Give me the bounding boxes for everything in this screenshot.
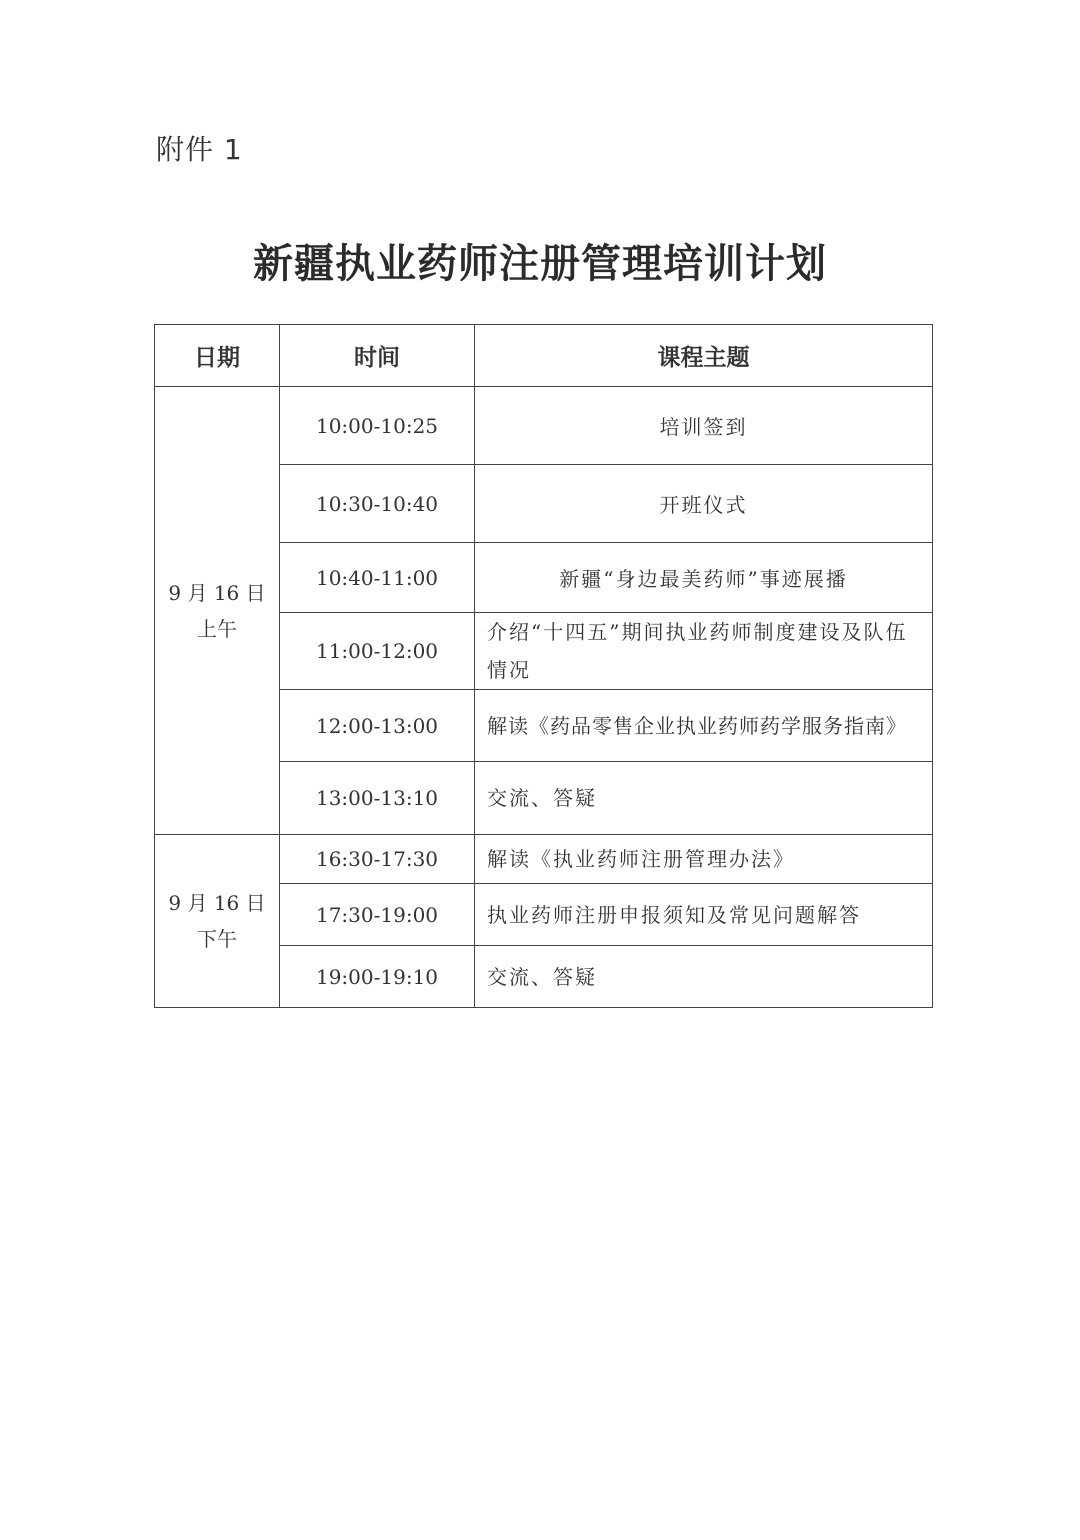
table-row [155, 387, 933, 465]
header-date: 日期 [155, 325, 280, 387]
topic-cell: 介绍“十四五”期间执业药师制度建设及队伍情况 [475, 613, 933, 690]
period-line: 下午 [197, 927, 237, 951]
table-header-row [155, 325, 933, 387]
time-cell: 11:00-12:00 [280, 613, 475, 690]
time-cell: 16:30-17:30 [280, 835, 475, 884]
topic-cell: 交流、答疑 [475, 946, 933, 1008]
time-cell: 17:30-19:00 [280, 884, 475, 946]
document-title: 新疆执业药师注册管理培训计划 [253, 241, 827, 287]
attachment-label: 附件 1 [156, 133, 243, 166]
time-cell: 10:40-11:00 [280, 543, 475, 613]
topic-cell: 开班仪式 [475, 465, 933, 543]
date-cell-afternoon [155, 835, 280, 1008]
topic-cell: 培训签到 [475, 387, 933, 465]
topic-cell: 交流、答疑 [475, 762, 933, 835]
topic-cell: 执业药师注册申报须知及常见问题解答 [475, 884, 933, 946]
date-line: 9 月 16 日 [168, 891, 266, 915]
table-row [155, 835, 933, 884]
time-cell: 19:00-19:10 [280, 946, 475, 1008]
date-cell-morning [155, 387, 280, 835]
time-cell: 12:00-13:00 [280, 690, 475, 762]
training-schedule-table [154, 324, 933, 1008]
period-line: 上午 [197, 616, 237, 641]
time-cell: 10:30-10:40 [280, 465, 475, 543]
topic-cell: 解读《执业药师注册管理办法》 [475, 835, 933, 884]
time-cell: 10:00-10:25 [280, 387, 475, 465]
header-topic: 课程主题 [475, 325, 933, 387]
topic-cell: 解读《药品零售企业执业药师药学服务指南》 [475, 690, 933, 762]
time-cell: 13:00-13:10 [280, 762, 475, 835]
topic-cell: 新疆“身边最美药师”事迹展播 [475, 543, 933, 613]
date-line: 9 月 16 日 [168, 580, 266, 605]
header-time: 时间 [280, 325, 475, 387]
